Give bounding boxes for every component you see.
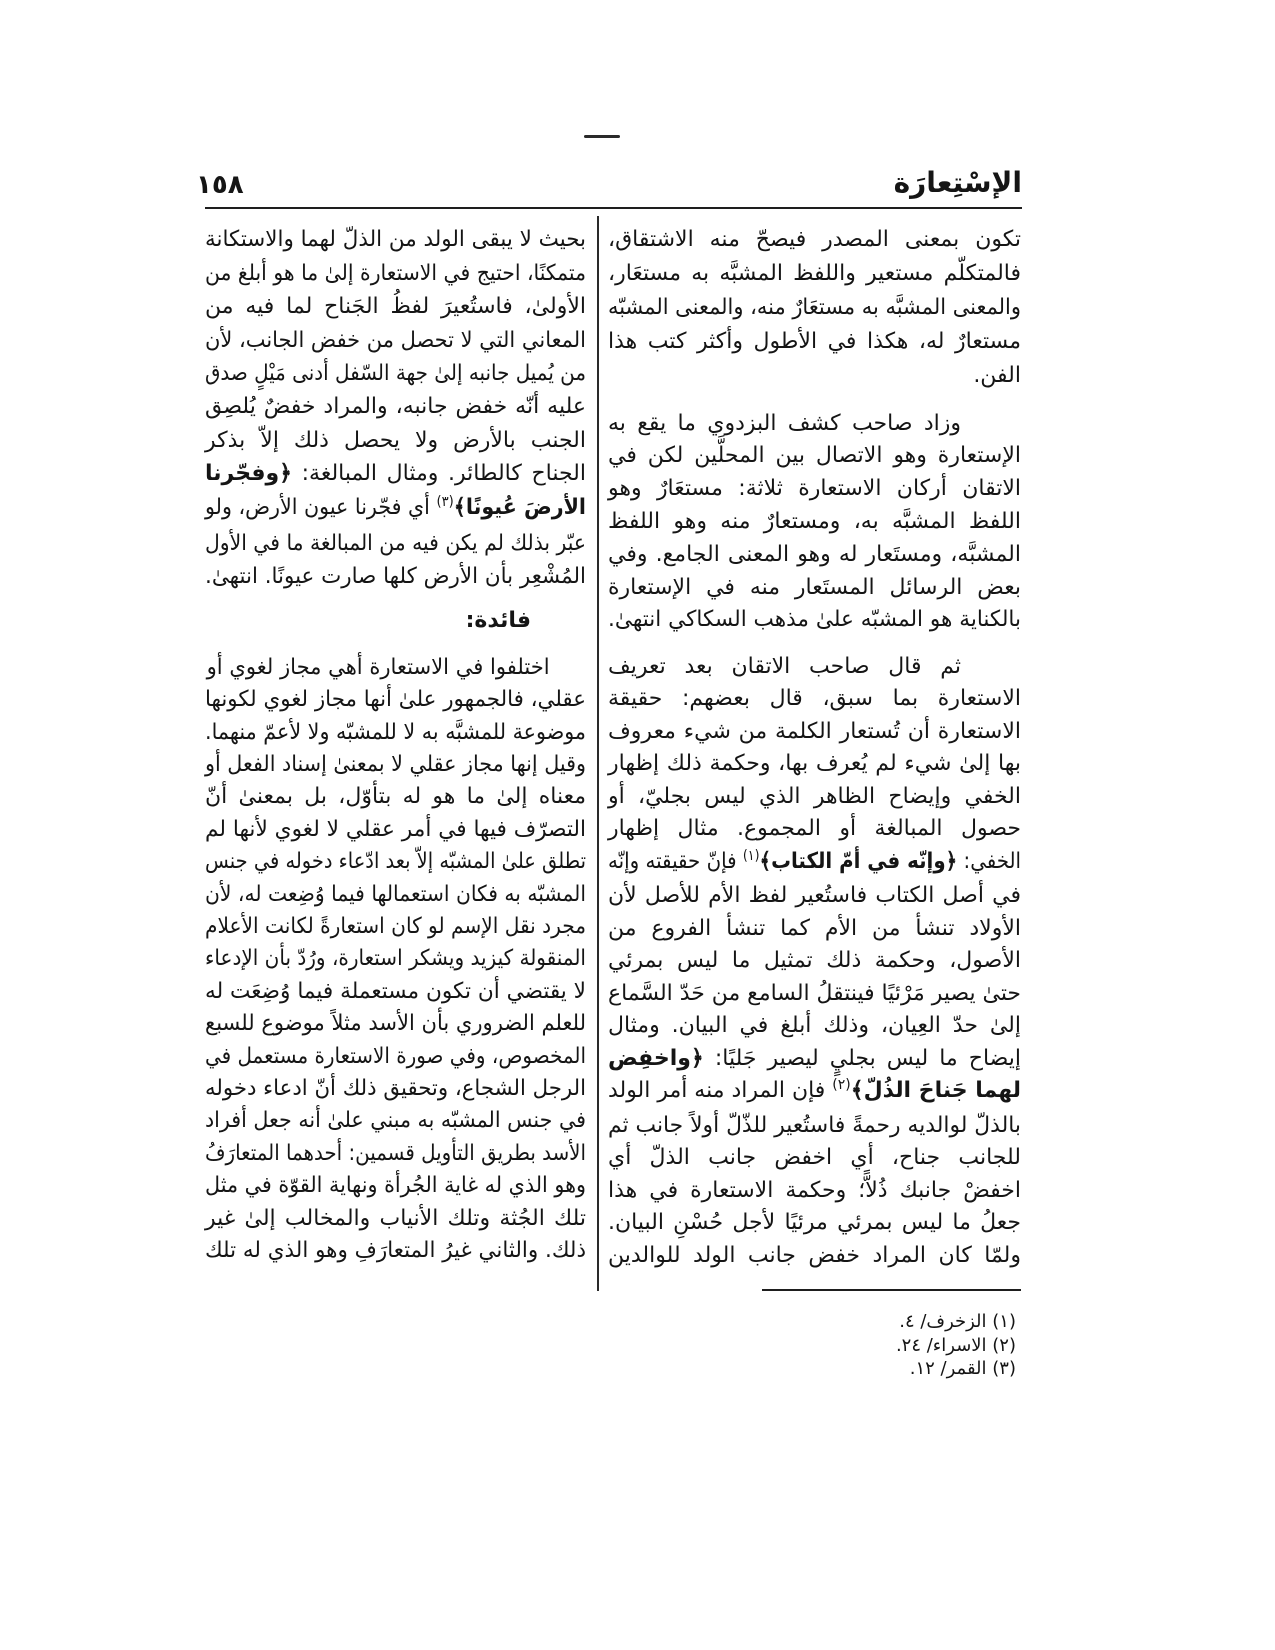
text-line: في جنس المشبّه به مبني علىٰ أنه جعل أفراد xyxy=(204,1108,586,1134)
text-line: المُشْعِر بأن الأرض كلها صارت عيونًا. انتهىٰ. xyxy=(205,564,586,590)
text-line: وزاد صاحب كشف البزدوي ما يقع به xyxy=(608,410,961,436)
page-number: ١٥٨ xyxy=(196,170,244,200)
text-line: تطلق علىٰ المشبّه إلاّ بعد ادّعاء دخوله في جنس xyxy=(205,849,586,875)
paragraph xyxy=(205,652,586,1268)
footnote: (١) الزخرف/ ٤. xyxy=(899,1311,1016,1332)
text-line xyxy=(608,1043,1021,1076)
text-line: الفن. xyxy=(973,363,1021,388)
header-rule xyxy=(205,207,1022,209)
section-heading: فائدة: xyxy=(465,607,531,633)
quran-verse: ﴿واخفِض xyxy=(607,1045,704,1071)
text-line: الاستعارة بما سبق، قال بعضهم: حقيقة xyxy=(608,686,1021,712)
text-line: اختلفوا في الاستعارة أهي مجاز لغوي أو xyxy=(206,654,550,680)
text-line: حتىٰ يصير مَرْئيًا فينتقلُ السامع من حَدّ السَّماع xyxy=(608,980,1021,1006)
footnote-rule xyxy=(762,1289,1021,1291)
text-line: للجانب جناح، أي اخفض جانب الذلّ أي xyxy=(608,1145,1021,1171)
text-line: وقيل إنها مجاز عقلي لا بمعنىٰ إسناد الفعل أو xyxy=(204,752,586,778)
footnote-ref: (١) xyxy=(742,847,760,864)
text-line: ثم قال صاحب الاتقان بعد تعريف xyxy=(608,653,961,679)
text-line: اخفضْ جانبك ذُلاًّ؛ وحكمة الاستعارة في هذا xyxy=(607,1177,1021,1203)
text-line: مستعارٌ له، هكذا في الأطول وأكثر كتب هذا xyxy=(608,329,1021,354)
footnotes xyxy=(716,1310,1016,1381)
text-line: المعاني التي لا تحصل من خفض الجانب، لأن xyxy=(205,327,586,353)
text-line: بالكناية هو المشبّه علىٰ مذهب السكاكي انتهىٰ. xyxy=(608,607,1021,633)
quran-verse: الأرضَ عُيونًا﴾ xyxy=(453,494,586,520)
text-line: عليه أنّه خفض جانبه، والمراد خفضٌ يُلصِق xyxy=(204,394,586,420)
text-line xyxy=(608,846,1021,881)
text-line: الخفي وإيضاح الظاهر الذي ليس بجليّ، أو xyxy=(607,783,1021,809)
text-line: والمعنى المشبَّه به مستعَارٌ منه، والمعنى المشبّه xyxy=(607,295,1021,320)
footnote: (٣) القمر/ ١٢. xyxy=(909,1358,1016,1379)
text-line: الاتقان أركان الاستعارة ثلاثة: مستعَارٌ وهو xyxy=(607,476,1021,502)
text-line: اللفظ المشبَّه به، ومستعارٌ منه وهو اللفظ xyxy=(607,508,1021,534)
text-line xyxy=(609,1075,1021,1110)
quran-verse: ﴿وفجّرنا xyxy=(205,461,293,487)
paragraph xyxy=(608,223,1021,393)
text-line: الجنب بالأرض ولا يحصل ذلك إلاّ بذكر xyxy=(205,427,586,453)
text-line: الرجل الشجاع، وتحقيق ذلك أنّ ادعاء دخوله xyxy=(204,1076,586,1102)
text-line: بحيث لا يبقى الولد من الذلّ لهما والاستكانة xyxy=(205,227,587,253)
footnote-ref: (٢) xyxy=(832,1077,851,1094)
text-line: ولمّا كان المراد خفض جانب الولد للوالدين xyxy=(608,1242,1021,1268)
text-line: وهو الذي له غاية الجُرأة ونهاية القوّة في مثل xyxy=(205,1173,586,1199)
running-title: الإسْتِعارَة xyxy=(893,166,1022,199)
text-line: عبّر بذلك لم يكن فيه من المبالغة ما في الأول xyxy=(205,530,586,556)
line-text: أي فجّرنا عيون الأرض، ولو xyxy=(205,494,437,520)
footnote-ref: (٣) xyxy=(436,493,454,510)
text-line: المخصوص، وفي صورة الاستعارة مستعمل في xyxy=(204,1043,587,1069)
text-line: الأولىٰ، فاستُعيرَ لفظُ الجَناح لما فيه من xyxy=(205,294,586,320)
text-line: عقلي، فالجمهور علىٰ أنها مجاز لغوي لكونها xyxy=(204,687,587,713)
paragraph xyxy=(608,651,1021,1273)
text-line: من يُميل جانبه إلىٰ جهة السّفل أدنى مَيْلٍ صدق xyxy=(204,360,587,386)
line-text: الخفي: xyxy=(957,848,1021,874)
text-line: إلىٰ حدّ العِيان، وذلك أبلغ في البيان. ومثال xyxy=(607,1013,1021,1039)
text-line: بعض الرسائل المستَعار منه في الإستعارة xyxy=(608,574,1021,600)
text-line: الإستعارة وهو الاتصال بين المحلَّين لكن في xyxy=(607,443,1021,469)
text-line: ذلك. والثاني غيرُ المتعارَفِ وهو الذي له تلك xyxy=(204,1238,586,1264)
text-line: موضوعة للمشبَّه به لا للمشبّه ولا لأعمّ منهما. xyxy=(205,719,586,745)
text-line: الأصول، وحكمة ذلك تمثيل ما ليس بمرئي xyxy=(607,948,1021,974)
text-line: للعلم الضروري بأن الأسد مثلاً موضوع للسبع xyxy=(204,1011,586,1037)
text-line: معناه إلىٰ ما هو له بتأوّل، بل بمعنىٰ أنّ xyxy=(205,784,586,810)
paragraph xyxy=(608,408,1021,638)
text-line: المنقولة كيزيد ويشكر استعارة، ورُدّ بأن الإدعاء xyxy=(205,946,587,972)
text-line: التصرّف فيها في أمر عقلي لا لغوي لأنها لم xyxy=(205,816,586,842)
text-line: الأسد بطريق التأويل قسمين: أحدهما المتعارَفُ xyxy=(205,1140,586,1166)
quran-verse: ﴿وإنّه في أمّ الكتاب﴾ xyxy=(759,848,958,874)
text-line xyxy=(205,491,586,527)
text-line: الاستعارة أن تُستعار الكلمة من شيء معروف xyxy=(608,718,1021,744)
text-line: بالذلّ لوالديه رحمةً فاستُعير للذّلّ أولاً جانب ثم xyxy=(607,1112,1021,1138)
text-line: جعلُ ما ليس بمرئي مرئيًا لأجل حُسْنِ البيان. xyxy=(607,1210,1021,1236)
line-text: الجناح كالطائر. ومثال المبالغة: xyxy=(292,461,586,487)
scan-mark xyxy=(584,135,620,138)
text-line: متمكنًا، احتيج في الاستعارة إلىٰ ما هو أبلغ من xyxy=(205,260,586,286)
text-line: تكون بمعنى المصدر فيصحّ منه الاشتقاق، xyxy=(607,227,1021,252)
text-line: بها إلىٰ شيء لم يُعرف بها، وحكمة ذلك إظهار xyxy=(608,751,1021,777)
text-line xyxy=(205,457,586,490)
column-divider xyxy=(597,216,599,1291)
text-line: مجرد نقل الإسم لو كان استعارةً لكانت الأعلام xyxy=(205,914,586,940)
line-text: فإنّ حقيقته وإنّه xyxy=(608,848,743,874)
line-text: إيضاح ما ليس بجليٍ ليصير جَليًا: xyxy=(703,1045,1021,1071)
text-line: فالمتكلّم مستعير واللفظ المشبَّه به مستعَار، xyxy=(608,261,1021,286)
text-line: لا يقتضي أن تكون مستعملة فيما وُضِعَت له xyxy=(204,978,586,1004)
paragraph xyxy=(205,223,586,593)
text-line: في أصل الكتاب فاستُعير لفظ الأم للأصل لأن xyxy=(607,883,1021,909)
footnote: (٢) الاسراء/ ٢٤. xyxy=(895,1334,1016,1356)
quran-verse: لهما جَناحَ الذُلّ﴾ xyxy=(850,1078,1021,1104)
text-line: تلك الجُثة وتلك الأنياب والمخالب إلىٰ غير xyxy=(204,1205,586,1231)
text-line: الأولاد تنشأ من الأم كما تنشأ الفروع من xyxy=(608,915,1021,941)
line-text: فإن المراد منه أمر الولد xyxy=(607,1078,833,1104)
text-line: حصول المبالغة أو المجموع. مثال إظهار xyxy=(607,816,1021,842)
text-line: المشبّه به فكان استعمالها فيما وُضِعت له، لأن xyxy=(204,881,586,907)
text-line: المشبَّه، ومستَعار له وهو المعنى الجامع. وفي xyxy=(607,541,1021,567)
